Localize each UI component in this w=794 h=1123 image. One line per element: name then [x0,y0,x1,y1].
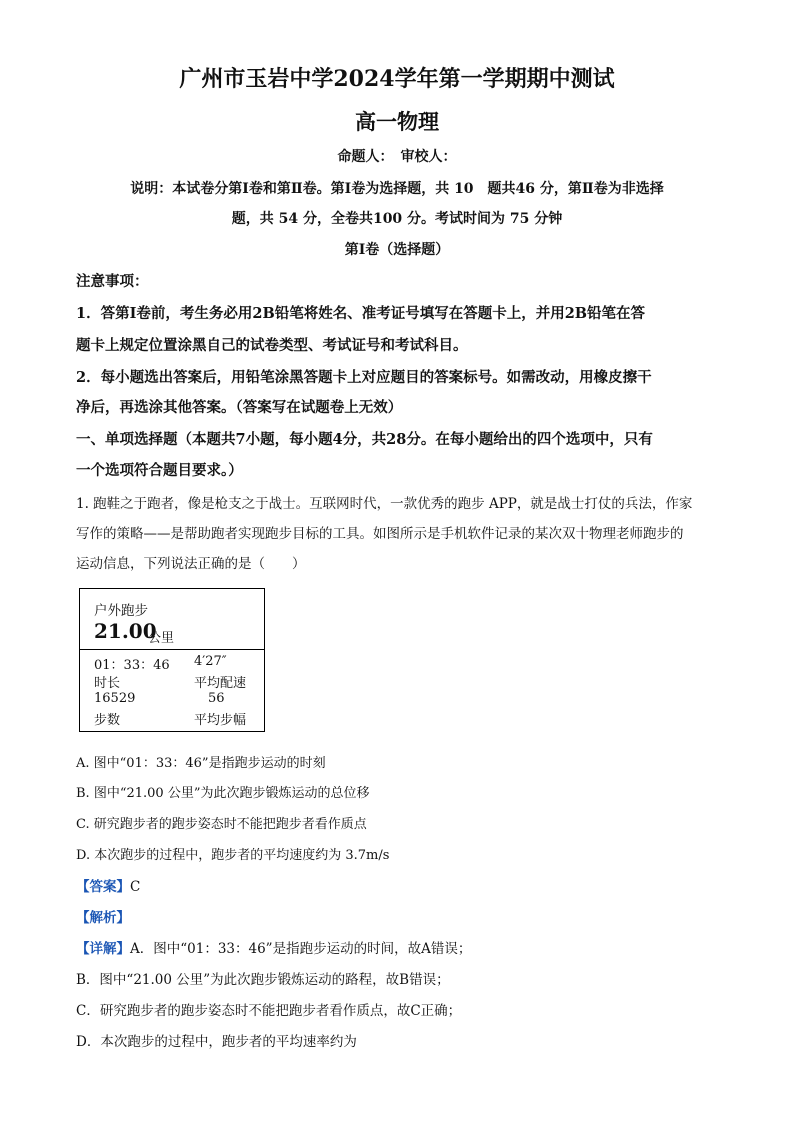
answer-value: C [130,879,141,895]
notes-heading: 注意事项： [76,273,149,290]
section-title: 第Ⅰ卷（选择题） [344,242,450,258]
stride-label: 平均步幅 [194,713,247,728]
question-1-stem-line-3: 运动信息，下列说法正确的是（ ） [76,556,306,572]
notes-item-1-line-2: 题卡上规定位置涂黑自己的试卷类型、考试证号和考试科目。 [76,337,468,354]
exam-title: 广州市玉岩中学2024学年第一学期期中测试 [179,66,615,92]
distance-value: 21.00 [94,619,157,643]
part1-heading-line-1: 一、单项选择题（本题共7小题，每小题4分，共28分。在每小题给出的四个选项中，只有 [76,431,653,448]
activity-label: 户外跑步 [94,603,148,619]
detail-a-text: A．图中“01：33：46”是指跑步运动的时间，故A错误； [130,941,472,957]
analysis-line [76,906,130,926]
question-1-stem-line-2: 写作的策略——是帮助跑者实现跑步目标的工具。如图所示是手机软件记录的某次双十物理老师跑步的 [76,526,684,542]
option-c: C. 研究跑步者的跑步姿态时不能把跑步者看作质点 [76,817,367,832]
part1-heading-line-2: 一个选项符合题目要求。） [76,462,243,479]
notes-item-1-line-1: 1．答第Ⅰ卷前，考生务必用2B铅笔将姓名、准考证号填写在答题卡上，并用2B铅笔在答 [76,305,646,322]
detail-d-text: D．本次跑步的过程中，跑步者的平均速率约为 [76,1034,357,1050]
notes-item-2-line-2: 净后，再选涂其他答案。（答案写在试题卷上无效） [76,399,403,416]
stride-value: 56 [208,691,225,706]
pace-label: 平均配速 [194,676,247,691]
description-line-2: 题，共 54 分，全卷共100 分。考试时间为 75 分钟 [231,211,563,227]
description-line-1: 说明：本试卷分第Ⅰ卷和第Ⅱ卷。第Ⅰ卷为选择题，共 10 题共46 分，第Ⅱ卷为非选择 [130,181,664,197]
analysis-tag: 【解析】 [76,910,130,926]
duration-label: 时长 [94,676,121,691]
duration-value: 01：33：46 [94,658,170,673]
answer-tag: 【答案】 [76,879,130,895]
option-a: A. 图中“01：33：46”是指跑步运动的时刻 [76,756,326,771]
option-b: B. 图中“21.00 公里”为此次跑步锻炼运动的总位移 [76,786,370,801]
card-divider [80,649,264,650]
authors-line: 命题人： 审校人： [337,149,457,165]
answer-line [76,875,140,895]
steps-label: 步数 [94,713,121,728]
detail-b-text: B．图中“21.00 公里”为此次跑步锻炼运动的路程，故B错误； [76,972,450,988]
steps-value: 16529 [94,691,136,706]
question-1-stem-line-1: 1. 跑鞋之于跑者，像是枪支之于战士。互联网时代，一款优秀的跑步 APP，就是战士打仗的兵法，作家 [76,496,693,512]
notes-item-2-line-1: 2．每小题选出答案后，用铅笔涂黑答题卡上对应题目的答案标号。如需改动，用橡皮擦干 [76,369,652,386]
pace-value: 4′27″ [194,654,227,669]
subject-title: 高一物理 [355,109,439,134]
running-app-card [79,588,265,732]
detail-tag: 【详解】 [76,941,130,957]
detail-a-line [76,937,471,957]
detail-c-text: C．研究跑步者的跑步姿态时不能把跑步者看作质点，故C正确； [76,1003,462,1019]
distance-unit: 公里 [148,631,175,646]
option-d: D. 本次跑步的过程中，跑步者的平均速度约为 3.7m/s [76,848,390,863]
